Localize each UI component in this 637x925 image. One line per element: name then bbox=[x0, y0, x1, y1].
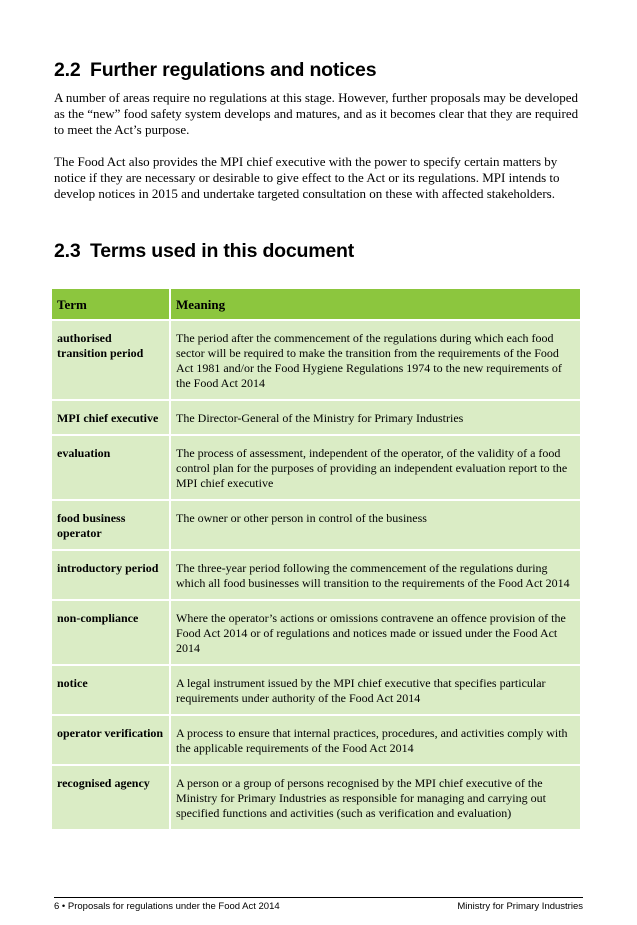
meaning-cell: The Director-General of the Ministry for Primary Industries bbox=[171, 401, 580, 434]
meaning-cell: Where the operator’s actions or omissions contravene an offence provision of the Food Act 2014 or of regulations and notices made or issued under the Food Act 2014 bbox=[171, 601, 580, 664]
table-row bbox=[52, 601, 580, 664]
meaning-cell: A legal instrument issued by the MPI chief executive that specifies particular requirements under authority of the Food Act 2014 bbox=[171, 666, 580, 714]
term-cell: MPI chief executive bbox=[52, 401, 169, 434]
meaning-cell: The three-year period following the commencement of the regulations during which all food businesses will transition to the requirements of the Food Act 2014 bbox=[171, 551, 580, 599]
table-row bbox=[52, 321, 580, 399]
table-row bbox=[52, 716, 580, 764]
meaning-cell: The owner or other person in control of the business bbox=[171, 501, 580, 549]
section-2-3-heading bbox=[54, 240, 354, 263]
table-row bbox=[52, 551, 580, 599]
term-cell: introductory period bbox=[52, 551, 169, 599]
section-number: 2.2 bbox=[54, 59, 81, 81]
table-row bbox=[52, 401, 580, 434]
header-term: Term bbox=[52, 289, 169, 319]
paragraph: The Food Act also provides the MPI chief executive with the power to specify certain matters by notice if they are necessary or desirable to give effect to the Act or its regulations. MPI intends to develop notices in 2015 and undertake targeted consultation on these with affected stakeholders. bbox=[54, 154, 560, 201]
term-cell: authorised transition period bbox=[52, 321, 169, 399]
meaning-cell: The period after the commencement of the regulations during which each food sector will be required to make the transition from the requirements of the Food Act 1981 and/or the Food Hygiene Regulations 1974 to the new requirements of the Food Act 2014 bbox=[171, 321, 580, 399]
terms-table bbox=[50, 287, 582, 831]
section-2-2-heading bbox=[54, 59, 376, 82]
meaning-cell: A person or a group of persons recognised by the MPI chief executive of the Ministry for Primary Industries as responsible for managing and carrying out specified functions and activities (such as verification and evaluation) bbox=[171, 766, 580, 829]
section-number: 2.3 bbox=[54, 240, 81, 262]
table-row bbox=[52, 501, 580, 549]
term-cell: recognised agency bbox=[52, 766, 169, 829]
term-cell: food business operator bbox=[52, 501, 169, 549]
header-meaning: Meaning bbox=[171, 289, 580, 319]
meaning-cell: A process to ensure that internal practices, procedures, and activities comply with the applicable requirements of the Food Act 2014 bbox=[171, 716, 580, 764]
footer-left: 6 • Proposals for regulations under the Food Act 2014 bbox=[54, 901, 280, 912]
term-cell: operator verification bbox=[52, 716, 169, 764]
meaning-cell: The process of assessment, independent of the operator, of the validity of a food control plan for the purposes of providing an independent evaluation report to the MPI chief executive bbox=[171, 436, 580, 499]
table-header-row bbox=[52, 289, 580, 319]
footer-divider bbox=[54, 897, 583, 898]
term-cell: evaluation bbox=[52, 436, 169, 499]
footer-right: Ministry for Primary Industries bbox=[457, 901, 583, 912]
paragraph: A number of areas require no regulations at this stage. However, further proposals may be developed as the “new” food safety system develops and matures, and as it becomes clear that they are required to meet the Act’s purpose. bbox=[54, 90, 579, 137]
table-row bbox=[52, 436, 580, 499]
term-cell: notice bbox=[52, 666, 169, 714]
section-title: Further regulations and notices bbox=[90, 59, 377, 81]
term-cell: non-compliance bbox=[52, 601, 169, 664]
section-title: Terms used in this document bbox=[90, 240, 355, 262]
table-row bbox=[52, 766, 580, 829]
table-row bbox=[52, 666, 580, 714]
